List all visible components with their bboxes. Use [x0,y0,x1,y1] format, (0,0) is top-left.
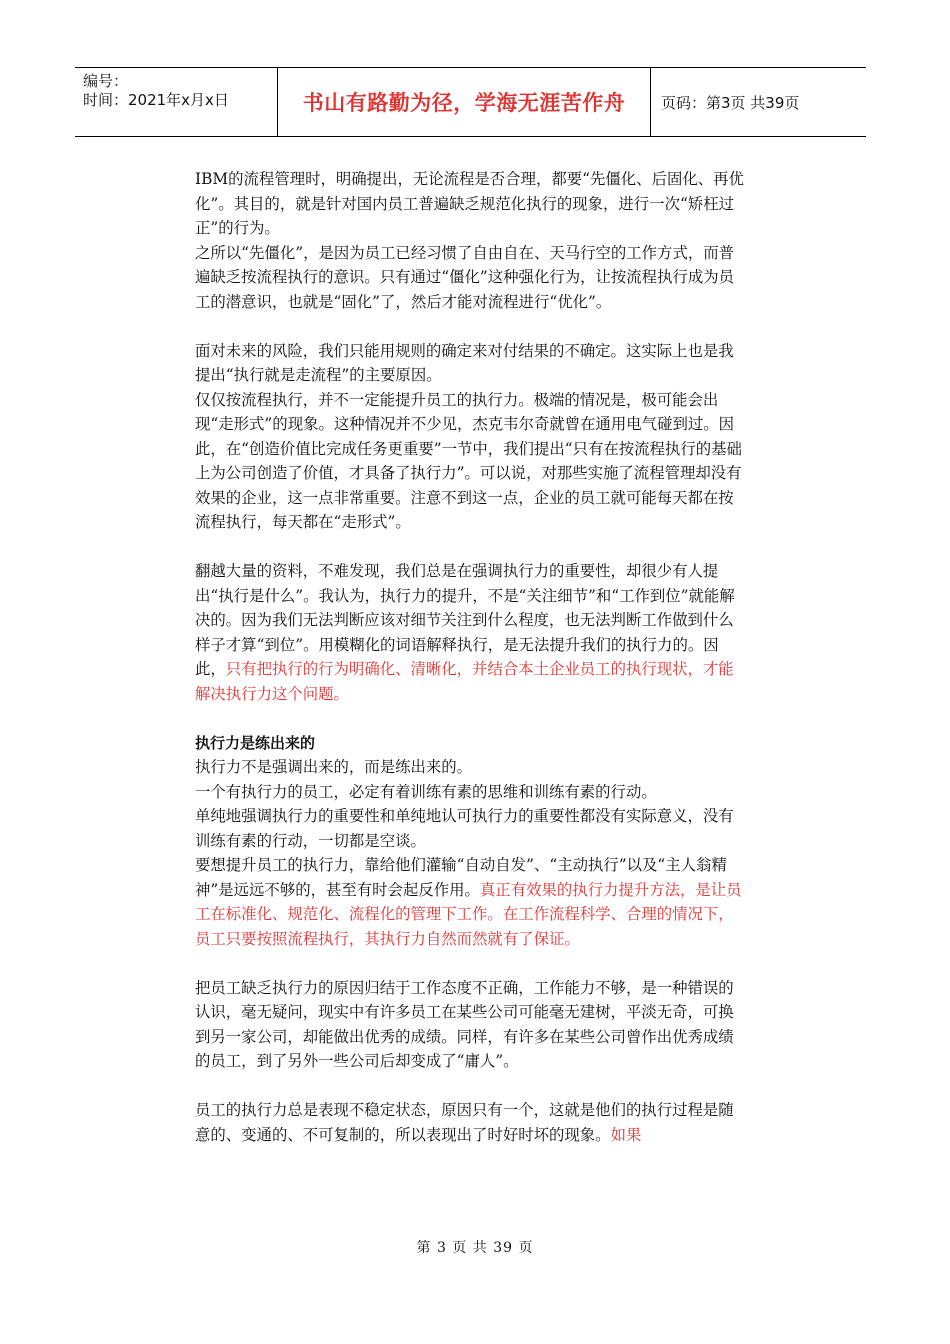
header-meta [75,68,277,136]
document-number-label: 编号： [83,72,129,90]
paragraph: IBM的流程管理时，明确提出，无论流程是否合理，都要“先僵化、后固化、再优化”。其目的，就是针对国内员工普遍缺乏规范化执行的现象，进行一次“矫枉过正”的行为。 [195,170,744,237]
document-body [195,167,747,1147]
paragraph-text: 翻越大量的资料，不难发现，我们总是在强调执行力的重要性，却很少有人提出“执行是什么”。我认为，执行力的提升，不是“关注细节”和“工作到位”就能解决的。因为我们无法判断应该对细节关注到什么程度，也无法判断工作做到什么样子才算“到位”。用模糊化的词语解释执行，是无法提升我们的执行力的。因此， [195,562,735,678]
paragraph [195,1098,747,1147]
paragraph: 一个有执行力的员工，必定有着训练有素的思维和训练有素的行动。 [195,782,657,801]
paragraph [195,853,747,951]
section-heading: 执行力是练出来的 [195,733,316,752]
paragraph-gap [195,535,747,560]
header-motto-cell [277,68,651,136]
paragraph-gap [195,1074,747,1099]
paragraph: 仅仅按流程执行，并不一定能提升员工的执行力。极端的情况是，极可能会出现“走形式”的现象。这种情况并不少见，杰克韦尔奇就曾在通用电气碰到过。因此，在“创造价值比完成任务更重要”一节中，我们提出“只有在按流程执行的基础上为公司创造了价值，才具备了执行力”。可以说，对那些实施了流程管理却没有效果的企业，这一点非常重要。注意不到这一点，企业的员工就可能每天都在按流程执行，每天都在“走形式”。 [195,390,742,531]
page-header [75,67,866,137]
paragraph-text: 要想提升员工的执行力，靠给他们灌输“自动自发”、“主动执行”以及“主人翁精神”是远远不够的，甚至有时会起反作用。 [195,856,727,899]
paragraph: 面对未来的风险，我们只能用规则的确定来对付结果的不确定。这实际上也是我提出“执行就是走流程”的主要原因。 [195,341,734,384]
highlighted-text: 只有把执行的行为明确化、清晰化，并结合本土企业员工的执行现状，才能解决执行力这个问题。 [195,660,734,703]
paragraph-gap [195,951,747,976]
page-footer: 第 3 页 共 39 页 [416,1240,534,1256]
paragraph: 执行力不是强调出来的，而是练出来的。 [195,758,473,776]
paragraph: 把员工缺乏执行力的原因归结于工作态度不正确，工作能力不够，是一种错误的认识，毫无疑问，现实中有许多员工在某些公司可能毫无建树，平淡无奇，可换到另一家公司，却能做出优秀的成绩。同样，有许多在某些公司曾作出优秀成绩的员工，到了另外一些公司后却变成了“庸人”。 [195,978,734,1070]
highlighted-text: 如果 [610,1125,642,1144]
paragraph: 之所以“先僵化”，是因为员工已经习惯了自由自在、天马行空的工作方式，而普遍缺乏按流程执行的意识。只有通过“僵化”这种强化行为，让按流程执行成为员工的潜意识，也就是“固化”了，然后才能对流程进行“优化”。 [195,243,735,311]
paragraph [195,559,747,706]
document-date-label: 时间：2021年x月x日 [83,91,229,109]
header-page-info: 页码：第3页 共39页 [661,93,800,112]
paragraph-text: 员工的执行力总是表现不稳定状态，原因只有一个，这就是他们的执行过程是随意的、变通的、不可复制的，所以表现出了时好时坏的现象。 [195,1101,734,1144]
paragraph: 单纯地强调执行力的重要性和单纯地认可执行力的重要性都没有实际意义，没有训练有素的行动，一切都是空谈。 [195,807,734,850]
paragraph-gap [195,706,747,731]
header-motto: 书山有路勤为径，学海无涯苦作舟 [302,91,626,115]
paragraph-gap [195,314,747,339]
highlighted-text: 真正有效果的执行力提升方法，是让员工在标准化、规范化、流程化的管理下工作。在工作流程科学、合理的情况下，员工只要按照流程执行，其执行力自然而然就有了保证。 [195,880,742,948]
